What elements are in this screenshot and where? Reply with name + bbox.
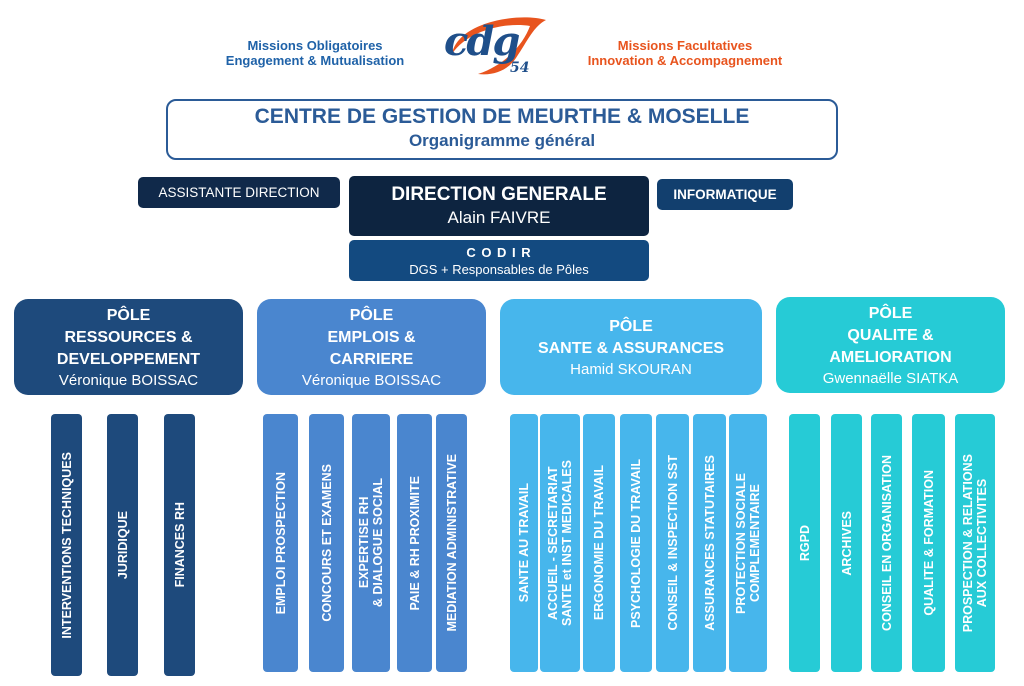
pole-health-line2: SANTE & ASSURANCES [537, 339, 725, 357]
service-column [397, 414, 432, 672]
service-column [955, 414, 995, 672]
pole-resources [14, 299, 243, 395]
cdg54-logo [438, 14, 550, 80]
pole-resources-line2: RESSOURCES & [64, 328, 193, 346]
assistant-direction-label: ASSISTANTE DIRECTION [158, 185, 320, 200]
service-column [51, 414, 82, 676]
service-label: ARCHIVES [839, 510, 854, 576]
it-label: INFORMATIQUE [673, 187, 777, 202]
page-title: CENTRE DE GESTION DE MEURTHE & MOSELLE [254, 105, 750, 128]
codir-title: C O D I R [466, 244, 532, 260]
service-label: ACCUEIL - SECRETARIAT SANTE et INST MEDICALES [546, 460, 574, 626]
service-label: EXPERTISE RH & DIALOGUE SOCIAL [357, 478, 385, 608]
pole-quality [776, 297, 1005, 393]
service-label: JURIDIQUE [115, 510, 130, 580]
service-column [620, 414, 652, 672]
service-column [263, 414, 298, 672]
codir-subtitle: DGS + Responsables de Pôles [409, 261, 589, 277]
mandatory-missions-line2: Engagement & Mutualisation [225, 53, 405, 68]
service-column [510, 414, 538, 672]
service-label: PSYCHOLOGIE DU TRAVAIL [629, 458, 643, 628]
service-label: CONSEIL EN ORGANISATION [879, 455, 894, 631]
service-column [789, 414, 820, 672]
it-box [657, 179, 793, 210]
service-label: PROSPECTION & RELATIONS AUX COLLECTIVITES [961, 453, 989, 633]
service-label: PAIE & RH PROXIMITE [407, 475, 422, 611]
service-label: EMPLOI PROSPECTION [273, 471, 288, 615]
service-column [831, 414, 862, 672]
pole-health [500, 299, 762, 395]
service-label: CONSEIL & INSPECTION SST [665, 455, 680, 631]
service-column [871, 414, 902, 672]
service-label: CONCOURS ET EXAMENS [319, 464, 334, 622]
service-column [164, 414, 195, 676]
service-label: RGPD [797, 524, 812, 562]
service-column [693, 414, 726, 672]
service-label: ASSURANCES STATUTAIRES [702, 455, 717, 631]
pole-quality-line3: AMELIORATION [829, 348, 952, 366]
service-column [540, 414, 580, 672]
pole-quality-head: Gwennaëlle SIATKA [822, 369, 959, 387]
pole-health-line1: PÔLE [609, 317, 653, 335]
pole-employment-head: Véronique BOISSAC [301, 371, 442, 389]
service-column [309, 414, 344, 672]
pole-health-head: Hamid SKOURAN [570, 360, 692, 378]
service-label: MEDIATION ADMINISTRATIVE [444, 454, 459, 632]
page-subtitle: Organigramme général [408, 131, 596, 150]
logo-text: cdg [444, 18, 519, 65]
general-direction-box [349, 176, 649, 236]
service-column [436, 414, 467, 672]
service-column [583, 414, 615, 672]
pole-resources-line3: DEVELOPPEMENT [56, 350, 201, 368]
pole-employment-line1: PÔLE [349, 306, 394, 324]
pole-resources-head: Véronique BOISSAC [58, 371, 199, 389]
service-column [107, 414, 138, 676]
optional-missions-tagline [560, 38, 810, 68]
service-label: PROTECTION SOCIALE COMPLEMENTAIRE [734, 472, 762, 614]
service-column [352, 414, 390, 672]
pole-employment-line3: CARRIERE [329, 350, 414, 368]
mandatory-missions-tagline [200, 38, 430, 68]
general-direction-name: Alain FAIVRE [447, 208, 551, 227]
service-label: SANTE AU TRAVAIL [517, 483, 531, 603]
page-title-box [166, 99, 838, 160]
service-label: INTERVENTIONS TECHNIQUES [59, 451, 74, 639]
service-column [912, 414, 945, 672]
pole-employment [257, 299, 486, 395]
service-label: ERGONOMIE DU TRAVAIL [592, 465, 606, 621]
pole-resources-line1: PÔLE [106, 306, 151, 324]
codir-box [349, 240, 649, 281]
service-column [729, 414, 767, 672]
logo-number: 54 [510, 60, 530, 76]
assistant-direction-box [138, 177, 340, 208]
service-label: FINANCES RH [172, 502, 187, 588]
service-column [656, 414, 689, 672]
mandatory-missions-line1: Missions Obligatoires [247, 38, 383, 53]
optional-missions-line2: Innovation & Accompagnement [587, 53, 783, 68]
general-direction-title: DIRECTION GENERALE [391, 184, 607, 205]
service-label: QUALITE & FORMATION [921, 470, 936, 616]
pole-quality-line2: QUALITE & [847, 326, 934, 344]
pole-quality-line1: PÔLE [868, 304, 913, 322]
pole-employment-line2: EMPLOIS & [327, 328, 416, 346]
optional-missions-line1: Missions Facultatives [617, 38, 753, 53]
